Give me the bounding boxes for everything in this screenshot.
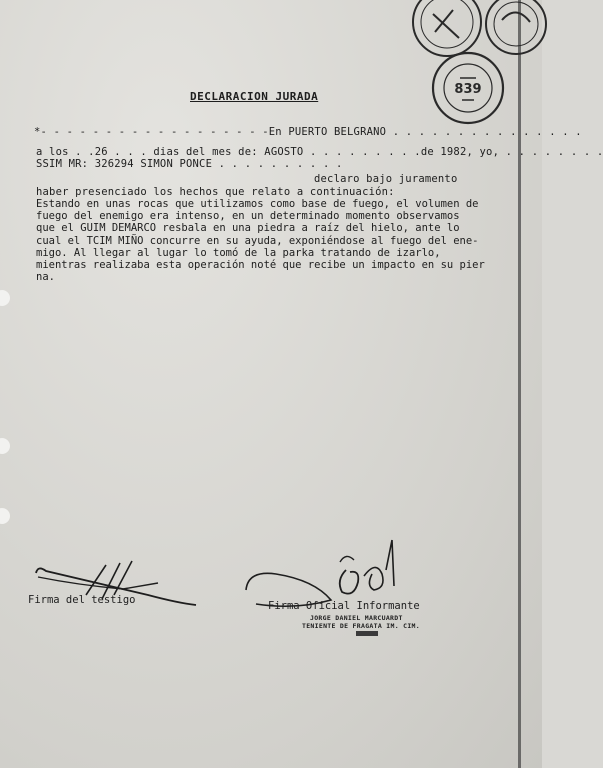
body-line: na. bbox=[36, 271, 55, 284]
body-line: que el GUIM DEMARCO resbala en una piedra a raíz del hielo, ante lo bbox=[36, 222, 460, 235]
witness-signature-label: Firma del testigo bbox=[28, 594, 136, 606]
declarant-line: SSIM MR: 326294 SIMON PONCE . . . . . . . . . . bbox=[36, 158, 343, 170]
place-line: *- - - - - - - - - - - - - - - - - -En PUERTO BELGRANO . . . . . . . . . . . . . . . bbox=[34, 126, 582, 138]
body-line: fuego del enemigo era intenso, en un determinado momento observamos bbox=[36, 210, 460, 223]
informant-name: JORGE DANIEL MARCUARDT bbox=[310, 614, 403, 622]
punch-hole bbox=[0, 290, 10, 306]
stamp-mark bbox=[356, 631, 378, 636]
fold-line bbox=[518, 0, 521, 768]
punch-hole bbox=[0, 438, 10, 454]
body-line: migo. Al llegar al lugar lo tomó de la parka tratando de izarlo, bbox=[36, 246, 441, 259]
informant-signature-label: Firma Oficial Informante bbox=[268, 600, 420, 612]
intro-line: haber presenciado los hechos que relato a continuación: bbox=[36, 186, 395, 198]
punch-hole bbox=[0, 508, 10, 524]
oath-text: declaro bajo juramento bbox=[314, 173, 458, 185]
document-title: DECLARACION JURADA bbox=[190, 90, 319, 103]
stamp-number: 839 bbox=[454, 82, 482, 97]
body-line: Estando en unas rocas que utilizamos como base de fuego, el volumen de bbox=[36, 198, 479, 210]
body-line: mientras realizaba esta operación noté que recibe un impacto en su pier bbox=[36, 259, 485, 272]
body-line: cual el TCIM MIÑO concurre en su ayuda, exponiéndose al fuego del ene- bbox=[36, 234, 479, 247]
witness-signature bbox=[28, 555, 208, 615]
date-line: a los . .26 . . . dias del mes de: AGOSTO . . . . . . . . .de 1982, yo, . . . . . . . . bbox=[36, 146, 603, 158]
infanteria-stamp bbox=[430, 50, 506, 126]
declaration-body bbox=[36, 198, 506, 283]
informant-rank: TENIENTE DE FRAGATA IM. CIM. bbox=[302, 622, 420, 630]
